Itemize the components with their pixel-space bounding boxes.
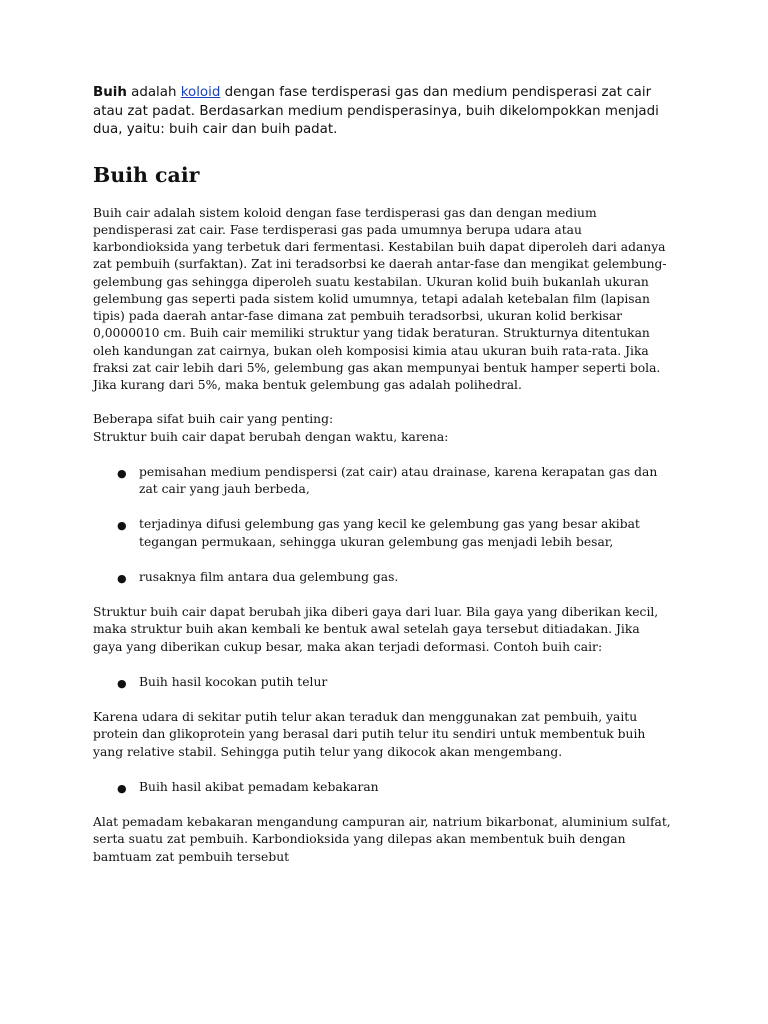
document-page — [93, 84, 671, 866]
paragraph-egg-white: Karena udara di sekitar putih telur akan teraduk dan menggunakan zat pembuih, yaitu protein dan glikoprotein yang berasal dari putih telur itu sendiri untuk membentuk buih yang relative stabil. Sehingga putih telur yang dikocok akan mengembang. — [93, 710, 646, 759]
list-item-text: Buih hasil kocokan putih telur — [139, 674, 328, 689]
paragraph-properties-intro: Beberapa sifat buih cair yang penting: — [93, 412, 334, 427]
intro-paragraph — [93, 84, 671, 140]
list-item — [93, 779, 671, 796]
bullet-icon: ● — [117, 676, 127, 690]
bullet-icon: ● — [117, 466, 127, 480]
list-item — [93, 516, 671, 551]
bullet-icon: ● — [117, 519, 127, 533]
paragraph-external-force: Struktur buih cair dapat berubah jika diberi gaya dari luar. Bila gaya yang diberikan kecil, maka struktur buih akan kembali ke bentuk awal setelah gaya tersebut ditiadakan. Jika gaya yang diberikan cukup besar, maka akan terjadi deformasi. Contoh buih cair: — [93, 605, 659, 654]
paragraph-fire-extinguisher: Alat pemadam kebakaran mengandung campuran air, natrium bikarbonat, aluminium sulfat, serta suatu zat pembuih. Karbondioksida yang dilepas akan membentuk buih dengan bamtuam zat pembuih tersebut — [93, 815, 671, 864]
bullet-list-causes — [93, 464, 671, 586]
list-item-text: terjadinya difusi gelembung gas yang kecil ke gelembung gas yang besar akibat tegangan permukaan, sehingga ukuran gelembung gas menjadi lebih besar, — [139, 517, 640, 549]
list-item-text: pemisahan medium pendispersi (zat cair) atau drainase, karena kerapatan gas dan zat cair yang jauh berbeda, — [139, 464, 658, 496]
list-item — [93, 464, 671, 499]
paragraph-definition: Buih cair adalah sistem koloid dengan fase terdisperasi gas dan dengan medium pendisperasi zat cair. Fase terdisperasi gas pada umumnya berupa udara atau karbondioksida yang terbetuk dari fermentasi. Kestabilan buih dapat diperoleh dari adanya zat pembuih (surfaktan). Zat ini teradsorbsi ke daerah antar-fase dan mengikat gelembung-gelembung gas sehingga diperoleh suatu kestabilan. Ukuran kolid buih bukanlah ukuran gelembung gas seperti pada sistem kolid umumnya, tetapi adalah ketebalan film (lapisan tipis) pada daerah antar-fase dimana zat pembuih teradsorbsi, ukuran kolid berkisar 0,0000010 cm. Buih cair memiliki struktur yang tidak beraturan. Strukturnya ditentukan oleh kandungan zat cairnya, bukan oleh komposisi kimia atau ukuran buih rata-rata. Jika fraksi zat cair lebih dari 5%, gelembung gas akan mempunyai bentuk hamper seperti bola. Jika kurang dari 5%, maka bentuk gelembung gas adalah polihedral. — [93, 205, 667, 392]
bullet-icon: ● — [117, 781, 127, 795]
list-item — [93, 569, 671, 586]
koloid-link[interactable]: koloid — [180, 85, 221, 100]
intro-rest: dengan fase terdisperasi gas dan medium pendisperasi zat cair atau zat padat. Berdasarkan medium pendisperasinya, buih dikelompokkan menjadi dua, yaitu: buih cair dan buih padat. — [93, 85, 659, 137]
section-heading-buih-cair: Buih cair — [93, 162, 200, 187]
list-item — [93, 674, 671, 691]
term-buih: Buih — [93, 85, 127, 100]
list-item-text: Buih hasil akibat pemadam kebakaran — [139, 779, 379, 794]
list-item-text: rusaknya film antara dua gelembung gas. — [139, 569, 399, 584]
bullet-list-example-1 — [93, 674, 671, 691]
paragraph-structure-change: Struktur buih cair dapat berubah dengan waktu, karena: — [93, 429, 449, 444]
bullet-list-example-2 — [93, 779, 671, 796]
word-adalah: adalah — [131, 85, 177, 100]
bullet-icon: ● — [117, 571, 127, 585]
